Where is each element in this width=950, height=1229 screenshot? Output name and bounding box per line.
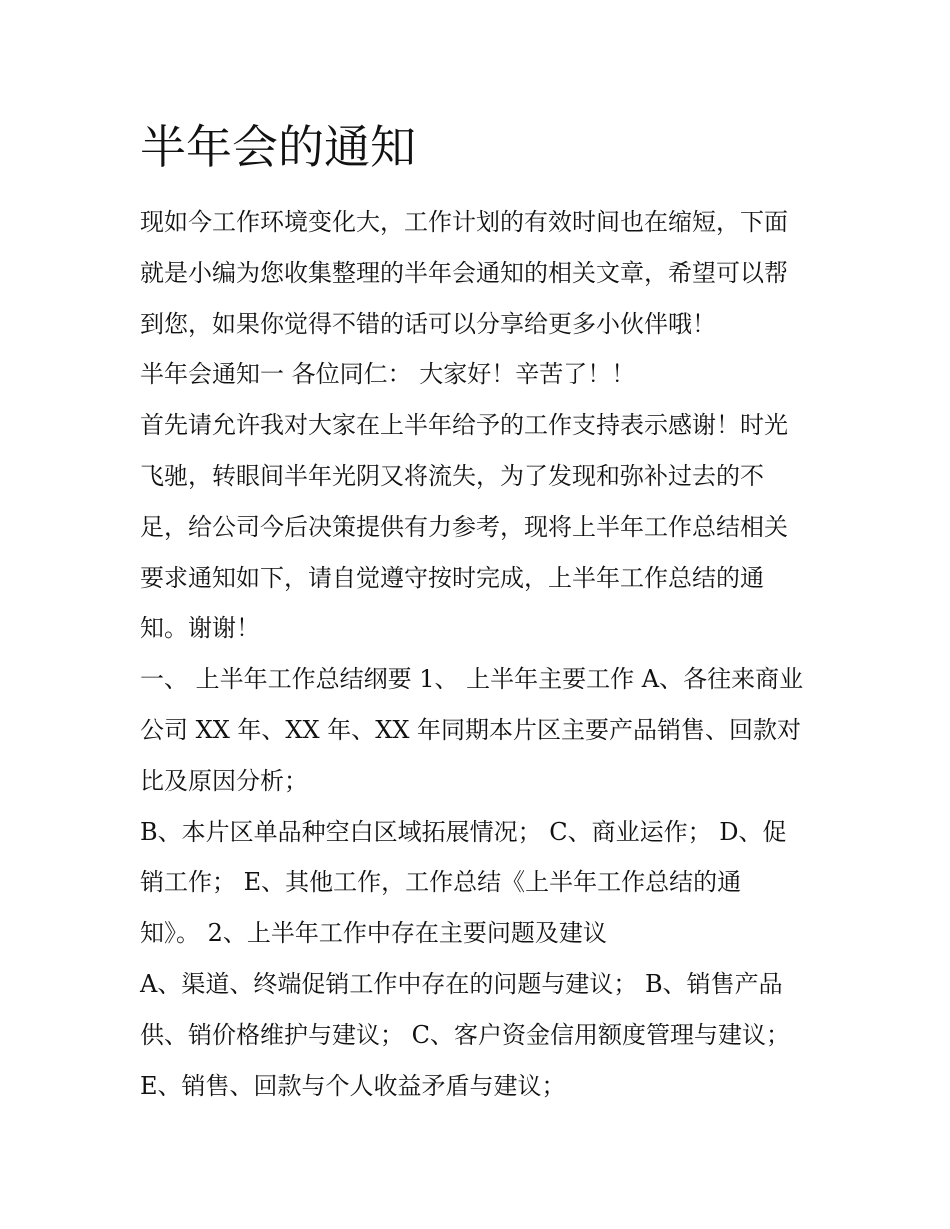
paragraph-issues (140, 959, 830, 1111)
document-title: 半年会的通知 (140, 120, 416, 174)
text-line: 供、销价格维护与建议； C、客户资金信用额度管理与建议； (140, 1020, 790, 1049)
text-line: B、本片区单品种空白区域拓展情况； C、商业运作； D、促 (140, 817, 787, 846)
text-line: 就是小编为您收集整理的半年会通知的相关文章，希望可以帮 (140, 258, 788, 287)
text-line: E、销售、回款与个人收益矛盾与建议； (140, 1071, 566, 1100)
text-line: 首先请允许我对大家在上半年给予的工作支持表示感谢！时光 (140, 411, 788, 440)
text-line: 现如今工作环境变化大，工作计划的有效时间也在缩短，下面 (140, 208, 788, 236)
text-line: 知》。 2、上半年工作中存在主要问题及建议 (140, 919, 607, 948)
text-line: 公司 XX 年、XX 年、XX 年同期本片区主要产品销售、回款对 (140, 715, 802, 744)
paragraph-intro (140, 197, 830, 349)
text-line: 要求通知如下，请自觉遵守按时完成，上半年工作总结的通 (140, 563, 764, 592)
paragraph-thanks (140, 400, 830, 654)
text-line: 半年会通知一 各位同仁： 大家好！辛苦了！！ (140, 360, 636, 389)
text-line: 知。谢谢！ (140, 614, 260, 643)
text-line: 飞驰，转眼间半年光阴又将流失，为了发现和弥补过去的不 (140, 461, 764, 490)
text-line: 一、 上半年工作总结纲要 1、 上半年主要工作 A、各往来商业 (140, 665, 804, 694)
text-line: 比及原因分析； (140, 766, 308, 795)
document-body (140, 197, 830, 1111)
paragraph-greeting (140, 349, 830, 400)
paragraph-items (140, 807, 830, 959)
text-line: 足，给公司今后决策提供有力参考，现将上半年工作总结相关 (140, 512, 788, 541)
paragraph-outline (140, 654, 830, 806)
text-line: 到您，如果你觉得不错的话可以分享给更多小伙伴哦！ (140, 309, 716, 338)
text-line: A、渠道、终端促销工作中存在的问题与建议； B、销售产品 (140, 969, 783, 998)
text-line: 销工作； E、其他工作，工作总结《上半年工作总结的通 (140, 868, 742, 897)
